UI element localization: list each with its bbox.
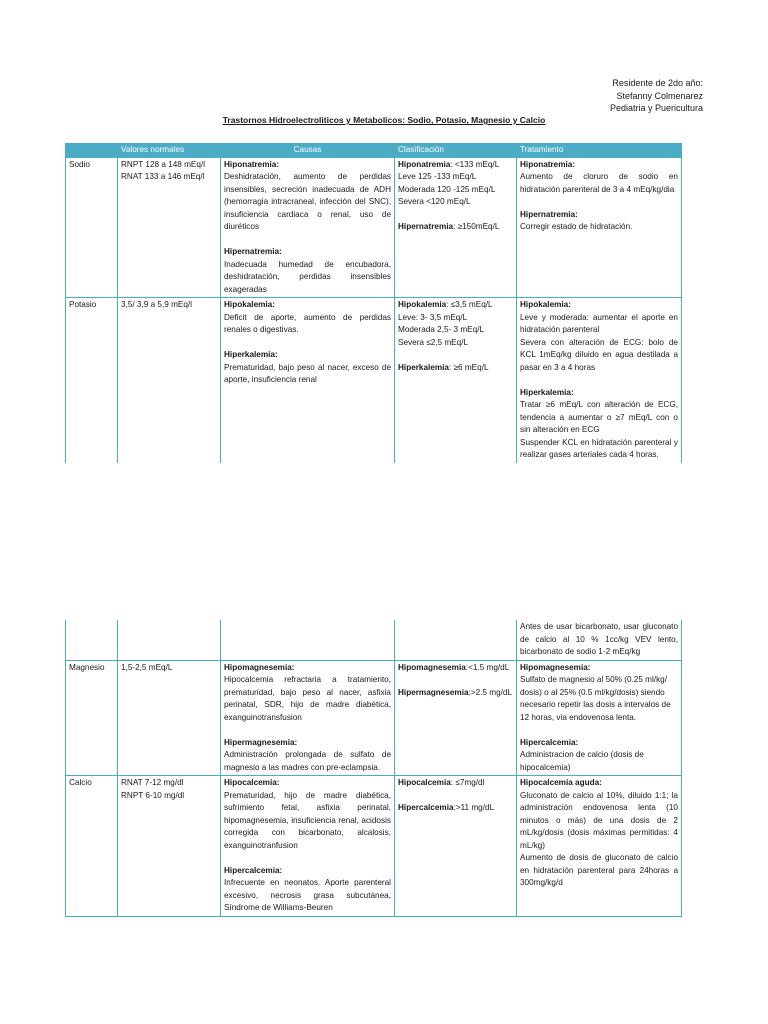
classification-value: :<1.5 mg/dL xyxy=(465,662,510,672)
normal-values xyxy=(118,776,221,917)
table-header-row xyxy=(66,143,682,158)
classification-heading: Hipocalcemia xyxy=(398,778,451,787)
normal-values: 3,5/ 3,9 a 5,9 mEq/l xyxy=(118,298,221,463)
cause-heading: Hipercalcemia: xyxy=(224,865,283,875)
treatment-heading: Hipercalcemia: xyxy=(520,737,579,747)
causes-cell xyxy=(221,298,395,463)
header-cell-tratamiento: Tratamiento xyxy=(517,143,682,158)
treatment-heading: Hipomagnesemia: xyxy=(520,662,591,672)
classification-heading: Hipomagnesemia xyxy=(398,662,466,672)
treatment-text: Severa con alteración de ECG: bolo de KCL 1mEq/kg diluido en agua destilada a pasar en 3 a 4 horas xyxy=(520,337,678,372)
treatment-text: Corregir estado de hidratación. xyxy=(520,222,633,231)
classification-value: : <133 mEq/L xyxy=(450,159,500,169)
treatment-text: Gluconato de calcio al 10%, diluido 1:1; la administración endovenosa lenta (10 minutos o más) de una dosis de 2 mL/kg/dosis (dosis máximas permitidas: 4 mL/kg) xyxy=(520,790,678,850)
cause-text: Deshidratación, aumento de perdidas insensibles, secreción inadecuada de ADH (hemorragia intracraneal, infección del SNC), insuficiencia cardiaca o renal, uso de diuréticos xyxy=(224,172,391,231)
cause-text: Hipocalcemia refractaria a tratamiento, prematuridad, bajo peso al nacer, asfixia perinatal, SDR, hijo de madre diabética, exanguinotransfusion xyxy=(224,675,391,722)
treatment-text: Aumento de dosis de gluconato de calcio en hidratación parenteral para 24horas a 300mg/kg/d xyxy=(520,853,678,887)
classification-level: Leve 125 -133 mEq/L xyxy=(398,172,477,181)
normal-values: 1,5-2,5 mEq/L xyxy=(118,660,221,776)
normal-values xyxy=(118,158,221,298)
electrolyte-table-continued xyxy=(65,620,682,917)
table-row-potasio-continued xyxy=(66,620,682,660)
cause-text: Prematuridad, hijo de madre diabética, sufrimiento fetal, asfixia perinatal, hipomagnesemia, insuficiencia renal, acidosis corregida con bicarbonato, alcalosis, exanguinotranfusion xyxy=(224,790,391,850)
table-row-magnesio xyxy=(66,660,682,776)
treatment-cell xyxy=(517,776,682,917)
classification-value: : ≤3,5 mEq/L xyxy=(446,300,493,309)
normal-value-line: RNAT 7-12 mg/dl xyxy=(121,778,184,787)
electrolyte-name: Sodio xyxy=(66,158,118,298)
classification-heading: Hiponatremia xyxy=(398,159,451,169)
classification-cell xyxy=(395,660,517,776)
classification-heading: Hipercalcemia xyxy=(398,803,454,812)
treatment-text: Tratar ≥6 mEq/L con alteración de ECG, tendencia a aumentar o ≥7 mEq/L con o sin alteración en ECG xyxy=(520,400,678,434)
cause-heading: Hipocalcemia: xyxy=(224,778,280,787)
cause-text: Administración prolongada de sulfato de magnesio a las madres con pre-eclampsia. xyxy=(224,750,391,772)
treatment-heading: Hipokalemia: xyxy=(520,300,571,309)
electrolyte-name: Potasio xyxy=(66,298,118,463)
author-block xyxy=(610,77,703,115)
treatment-text: Aumento de cloruro de sodio en hidratación parenteral de 3 a 4 mEq/kg/dia xyxy=(520,172,678,194)
causes-cell xyxy=(221,158,395,298)
cause-text: Infrecuente en neonatos. Aporte parenteral excesivo, necrosis grasa subcutánea, Síndrome de Williams-Beuren xyxy=(224,878,391,912)
causes-cell xyxy=(221,660,395,776)
classification-heading: Hipermagnesemia xyxy=(398,687,469,697)
treatment-heading: Hipernatremia: xyxy=(520,209,578,219)
electrolyte-name: Magnesio xyxy=(66,660,118,776)
treatment-heading: Hiponatremia: xyxy=(520,159,576,169)
classification-heading: Hiperkalemia xyxy=(398,362,449,372)
treatment-heading: Hiperkalemia: xyxy=(520,387,574,397)
treatment-cell xyxy=(517,660,682,776)
author-specialty: Pediatria y Puericultura xyxy=(609,103,703,113)
treatment-heading: Hipocalcemia aguda: xyxy=(520,778,602,787)
normal-value-line: RNAT 133 a 146 mEq/l xyxy=(121,172,205,181)
classification-value: : ≥6 mEq/L xyxy=(448,362,489,372)
table-row-sodio xyxy=(66,158,682,298)
classification-value: : ≤7mg/dl xyxy=(450,778,485,787)
treatment-text: Antes de usar bicarbonato, usar gluconato de calcio al 10 % 1cc/kg VEV lento, bicarbonato de sodio 1-2 mEq/kg xyxy=(517,620,682,660)
cause-heading: Hipokalemia: xyxy=(224,300,275,309)
classification-level: Moderada 120 -125 mEq/L xyxy=(398,184,496,194)
cause-heading: Hiperkalemia: xyxy=(224,350,278,359)
cause-heading: Hipernatremia: xyxy=(224,247,282,256)
classification-level: Severa <120 mEq/L xyxy=(398,197,471,206)
treatment-cell xyxy=(517,298,682,463)
classification-level: Leve: 3- 3,5 mEq/L xyxy=(398,312,468,322)
document-title: Trastornos Hidroelectroliticos y Metabolicos: Sodio, Potasio, Magnesio y Calcio xyxy=(222,115,546,125)
classification-value: :>2.5 mg/dL xyxy=(468,687,513,697)
classification-heading: Hipokalemia xyxy=(398,300,447,309)
treatment-text: Administracion de calcio (dosis de hipocalcemia) xyxy=(520,750,644,772)
cause-heading: Hiponatremia: xyxy=(224,159,280,169)
cause-heading: Hipomagnesemia: xyxy=(224,662,295,672)
cause-text: Prematuridad, bajo peso al nacer, exceso de aporte, insuficiencia renal xyxy=(224,362,391,384)
classification-cell xyxy=(395,776,517,917)
causes-cell xyxy=(221,776,395,917)
classification-level: Severa ≤2,5 mEq/L xyxy=(398,337,469,347)
normal-value-line: RNPT 128 a 148 mEq/l xyxy=(121,159,206,169)
treatment-cell xyxy=(517,158,682,298)
classification-heading: Hipernatremia xyxy=(398,222,454,231)
cause-text: Deficit de aporte, aumento de perdidas renales o digestivas. xyxy=(224,312,391,334)
electrolyte-table xyxy=(65,143,682,463)
electrolyte-name: Calcio xyxy=(66,776,118,917)
treatment-text: Leve y moderada: aumentar el aporte en hidratación parenteral xyxy=(520,312,678,334)
header-cell-causas: Causas xyxy=(221,143,395,158)
author-role: Residente de 2do año: xyxy=(612,78,703,88)
author-name: Stefanny Colmenarez xyxy=(616,90,703,101)
classification-level: Moderada 2,5- 3 mEq/L xyxy=(398,325,485,334)
classification-value: :>11 mg/dL xyxy=(453,803,495,812)
classification-cell xyxy=(395,158,517,298)
treatment-text: Sulfato de magnesio al 50% (0.25 ml/kg/ dosis) o al 25% (0.5 ml/kg/dosis) siendo necesario repetir las dosis a intervalos de 12 horas, via endovenosa lenta. xyxy=(520,675,671,722)
header-cell-empty xyxy=(66,143,118,158)
header-cell-clasificacion: Clasificación xyxy=(395,143,517,158)
header-cell-valores: Valores normales xyxy=(118,143,221,158)
normal-value-line: RNPT 6-10 mg/dl xyxy=(121,790,185,800)
cause-text: Inadecuada humedad de encubadora, deshidratación, perdidas insensibles exageradas xyxy=(224,259,391,294)
table-row-calcio xyxy=(66,776,682,917)
table-row-potasio xyxy=(66,298,682,463)
cause-heading: Hipermagnesemia: xyxy=(224,737,298,747)
treatment-text: Suspender KCL en hidratación parenteral y realizar gases arteriales cada 4 horas. xyxy=(520,437,678,459)
classification-value: : ≥150mEq/L xyxy=(453,222,500,231)
classification-cell xyxy=(395,298,517,463)
